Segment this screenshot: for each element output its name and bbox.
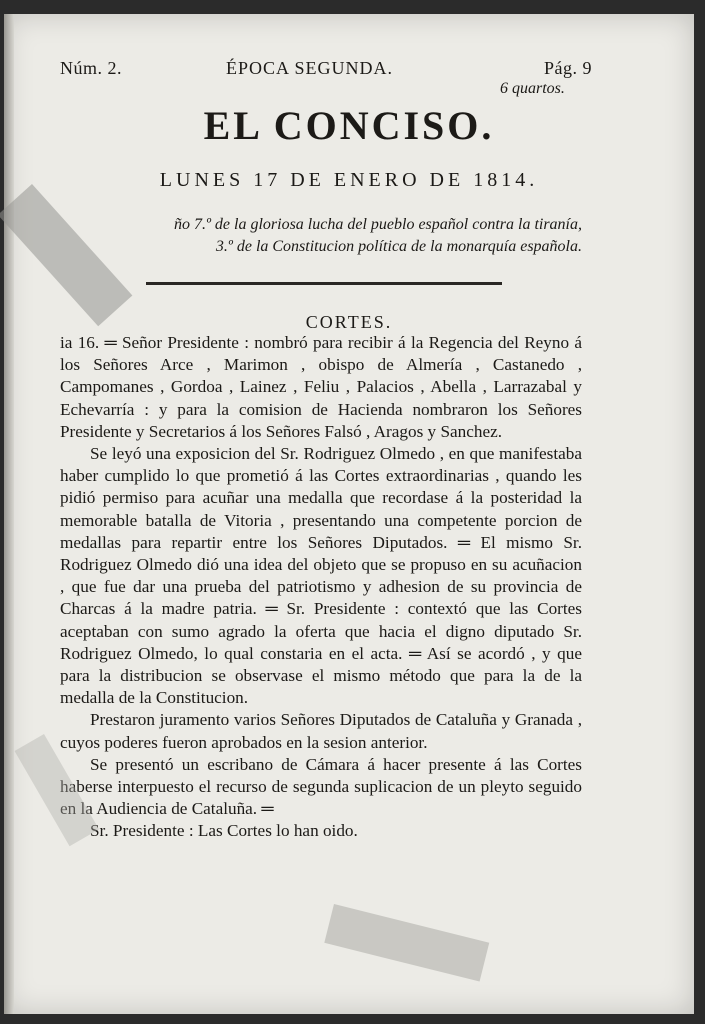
issue-series: ÉPOCA SEGUNDA. [226, 58, 394, 78]
newspaper-page [4, 14, 694, 1014]
article-body [60, 332, 582, 843]
paragraph: Sr. Presidente : Las Cortes lo han oido. [90, 821, 358, 841]
header-rule [146, 282, 502, 285]
tape-mark [324, 904, 489, 982]
paragraph: Se leyó una exposicion del Sr. Rodriguez Olmedo , en que manifestaba haber cumplido lo que prometió á las Cortes extraordinarias , quando les pidió permiso para acuñar una medalla que recordase á la posteridad la memorable batalla de Vitoria , presentando una competente porcion de medallas para repartir entre los Señores Diputados. ═ El mismo Sr. Rodriguez Olmedo dió una idea del objeto que se propuso en su acuñacion , que fue dar una prueba del patriotismo y adhesion de su provincia de Charcas á la madre patria. ═ Sr. Presidente : contextó que las Cortes aceptaban con sumo agrado la oferta que hacia el digno diputado Sr. Rodriguez Olmedo, lo qual constaria en el acta. ═ Así se acordó , y que para la distribucion se observase el mismo método que para la de la medalla de la Constitucion. [60, 444, 582, 708]
page-number: Pág. 9 [544, 58, 592, 78]
epigraph-line-1: ño 7.º de la gloriosa lucha del pueblo español contra la tiranía, [173, 216, 582, 233]
epigraph-line-2: 3.º de la Constitucion política de la monarquía española. [215, 238, 582, 255]
paragraph: ia 16. ═ Señor Presidente : nombró para recibir á la Regencia del Reyno á los Señores Arce , Marimon , obispo de Almería , Castanedo , Campomanes , Gordoa , Lainez , Feliu , Palacios , Abella , Larrazabal y Echevarría : y para la comision de Hacienda nombraron los Señores Presidente y Secretarios á los Señores Falsó , Aragos y Sanchez. [60, 333, 582, 441]
section-title: CORTES. [305, 312, 393, 332]
paragraph: Se presentó un escribano de Cámara á hacer presente á las Cortes haberse interpuesto el recurso de segunda suplicacion de un pleyto seguido en la Audiencia de Cataluña. ═ [60, 754, 582, 819]
issue-price: 6 quartos. [500, 80, 565, 97]
newspaper-title: EL CONCISO. [203, 103, 495, 148]
page-spine-shadow [4, 14, 14, 1014]
issue-date: LUNES 17 DE ENERO DE 1814. [159, 169, 539, 191]
epigraph [62, 214, 582, 258]
paragraph: Prestaron juramento varios Señores Diputados de Cataluña y Granada , cuyos poderes fueron aprobados en la sesion anterior. [60, 710, 582, 752]
issue-number: Núm. 2. [60, 58, 122, 78]
